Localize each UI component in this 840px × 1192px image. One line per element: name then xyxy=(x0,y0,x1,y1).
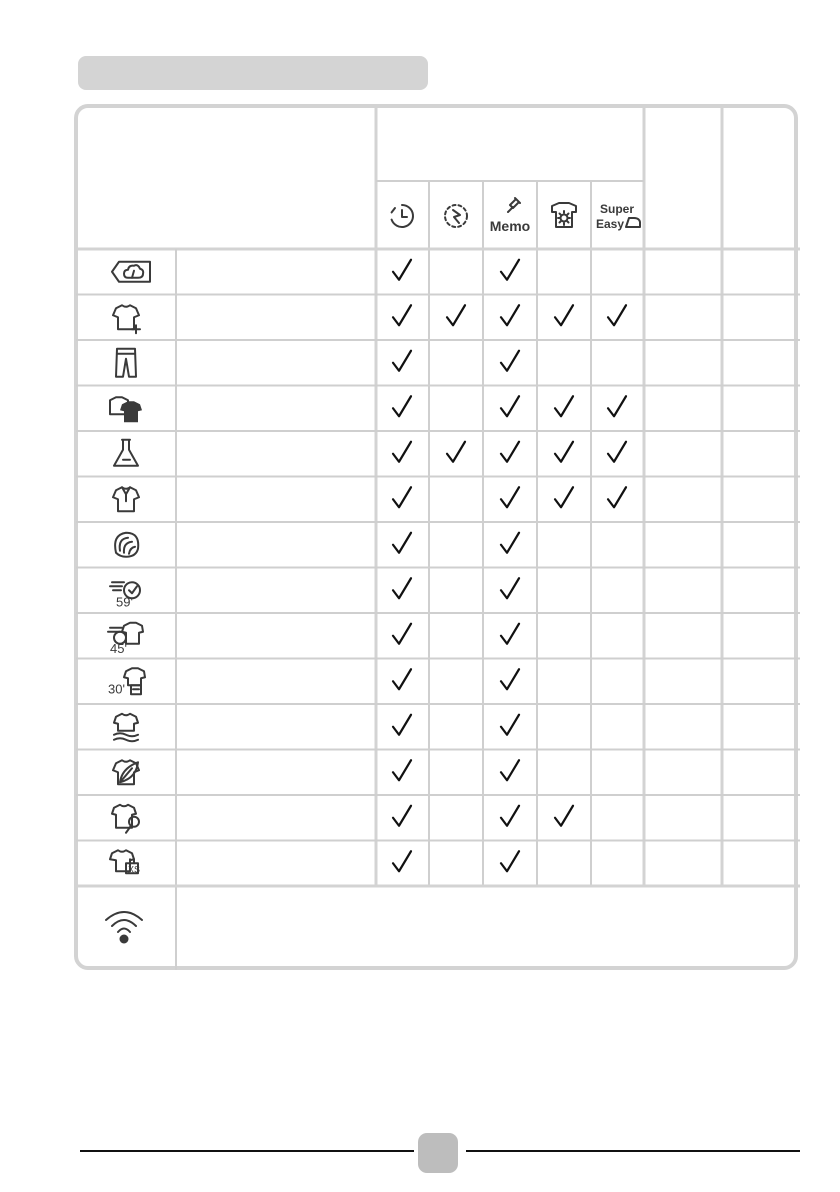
check-mark xyxy=(393,260,411,280)
wifi-icon xyxy=(106,912,142,944)
check-mark xyxy=(393,351,411,371)
check-mark xyxy=(447,305,465,325)
check-mark xyxy=(501,578,519,598)
rapid-59-label: 59' xyxy=(116,594,133,610)
check-mark xyxy=(501,487,519,507)
jeans-icon xyxy=(116,349,136,377)
check-mark xyxy=(555,396,573,416)
shirt-leaf-icon xyxy=(113,760,139,784)
check-mark xyxy=(501,533,519,553)
label-cloud-icon xyxy=(112,262,150,282)
check-mark xyxy=(393,578,411,598)
check-mark xyxy=(501,760,519,780)
check-mark xyxy=(501,669,519,689)
check-mark xyxy=(393,806,411,826)
check-mark xyxy=(393,715,411,735)
footer-rule-left xyxy=(80,1150,414,1152)
delay-timer-icon xyxy=(392,205,413,227)
shirt-magnifier-icon xyxy=(112,805,139,833)
check-mark xyxy=(501,396,519,416)
check-mark xyxy=(501,260,519,280)
check-mark xyxy=(555,806,573,826)
check-mark xyxy=(608,487,626,507)
check-mark xyxy=(393,624,411,644)
check-mark xyxy=(393,851,411,871)
shirt-waves-icon xyxy=(114,714,138,742)
check-mark xyxy=(608,396,626,416)
memo-pin-icon xyxy=(508,198,520,212)
super-easy-iron-icon xyxy=(626,218,640,227)
super-label: Super xyxy=(599,202,635,216)
check-mark xyxy=(501,351,519,371)
easy-label: Easy xyxy=(595,217,625,231)
xs-label: XS xyxy=(128,864,141,875)
check-mark xyxy=(393,669,411,689)
check-mark xyxy=(393,396,411,416)
check-mark xyxy=(501,715,519,735)
mixed-stack-icon xyxy=(110,397,142,422)
cold-30-icon xyxy=(124,668,145,694)
cold-30-label: 30' xyxy=(108,681,125,697)
check-mark xyxy=(501,442,519,462)
check-mark xyxy=(555,442,573,462)
rapid-45-label: 45' xyxy=(110,640,127,656)
check-mark xyxy=(393,442,411,462)
check-mark xyxy=(501,806,519,826)
check-mark xyxy=(393,760,411,780)
check-mark xyxy=(608,305,626,325)
check-mark xyxy=(393,305,411,325)
check-mark xyxy=(393,487,411,507)
check-mark xyxy=(555,487,573,507)
quick-speed-icon xyxy=(445,205,467,227)
check-mark xyxy=(501,624,519,644)
flask-icon xyxy=(114,440,138,466)
wool-icon xyxy=(115,533,138,557)
page-number-badge xyxy=(418,1133,458,1173)
memo-label: Memo xyxy=(489,218,531,234)
check-mark xyxy=(447,442,465,462)
check-mark xyxy=(608,442,626,462)
shirt-sparkle-icon xyxy=(113,305,140,333)
dry-sun-shirt-icon xyxy=(552,203,576,227)
check-mark xyxy=(501,851,519,871)
footer-rule-right xyxy=(466,1150,800,1152)
check-mark xyxy=(393,533,411,553)
polo-shirt-icon xyxy=(113,487,139,511)
check-mark xyxy=(501,305,519,325)
check-mark xyxy=(555,305,573,325)
